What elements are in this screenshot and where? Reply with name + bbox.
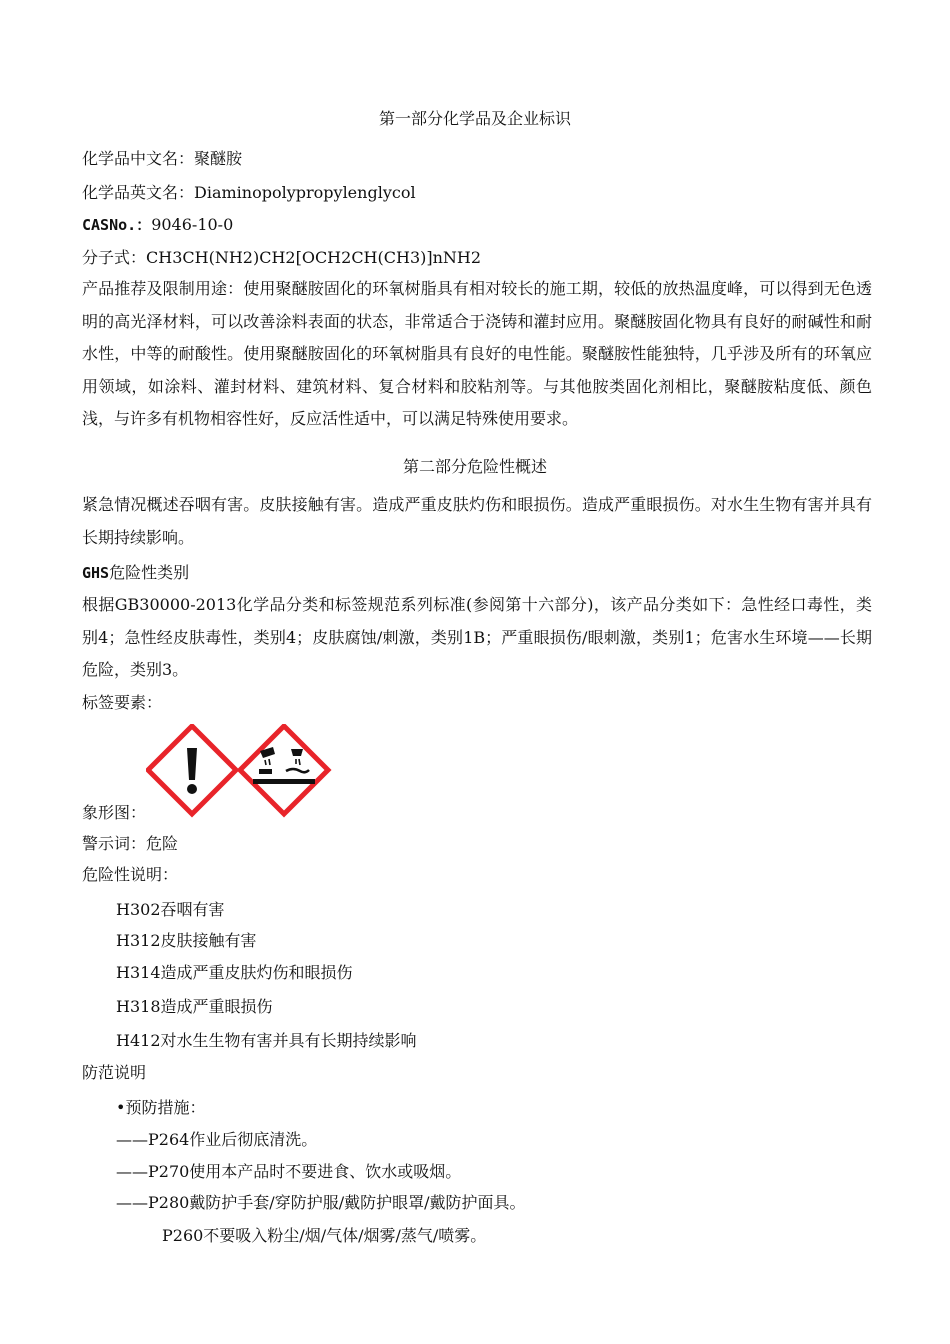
cn-name-row (82, 148, 242, 170)
p260-statement: P260不要吸入粉尘/烟/气体/烟雾/蒸气/喷雾。 (162, 1226, 487, 1245)
usage-paragraph: 产品推荐及限制用途：使用聚醚胺固化的环氧树脂具有相对较长的施工期，较低的放热温度峰，可以得到无色透明的高光泽材料，可以改善涂料表面的状态，非常适合于浇铸和灌封应用。聚醚胺固化物具有良好的耐碱性和耐水性，中等的耐酸性。使用聚醚胺固化的环氧树脂具有良好的电性能。聚醚胺性能独特，几乎涉及所有的环氧应用领域，如涂料、灌封材料、建筑材料、复合材料和胶粘剂等。与其他胺类固化剂相比，聚醚胺粘度低、颜色浅，与许多有机物相容性好，反应活性适中，可以满足特殊使用要求。 (82, 279, 872, 429)
cn-name-label: 化学品中文名： (82, 149, 195, 168)
en-name-row (82, 182, 416, 204)
hazard-statement: H314造成严重皮肤灼伤和眼损伤 (116, 963, 353, 982)
emergency-paragraph: 紧急情况概述吞咽有害。皮肤接触有害。造成严重皮肤灼伤和眼损伤。造成严重眼损伤。对水生生物有害并具有长期持续影响。 (82, 495, 872, 547)
signal-word: 警示词：危险 (82, 834, 179, 853)
ghs-label: 危险性类别 (109, 563, 190, 582)
hazard-statement: H412对水生生物有害并具有长期持续影响 (116, 1031, 417, 1050)
ghs-row (82, 562, 189, 584)
cas-label: CASNo.： (82, 216, 152, 234)
prevention-label: •预防措施： (116, 1098, 206, 1117)
hazard-statement: H318造成严重眼损伤 (116, 997, 273, 1016)
en-name-label: 化学品英文名： (82, 183, 195, 202)
formula-row (82, 247, 481, 269)
hazard-statements-label: 危险性说明： (82, 865, 179, 884)
cas-row (82, 214, 233, 236)
ghs-prefix: GHS (82, 564, 110, 582)
section2-title: 第二部分危险性概述 (402, 457, 547, 476)
prevention-item: ——P270使用本产品时不要进食、饮水或吸烟。 (116, 1162, 462, 1181)
formula-label: 分子式： (82, 248, 147, 267)
hazard-statement: H302吞咽有害 (116, 900, 225, 919)
classification-paragraph: 根据GB30000-2013化学品分类和标签规范系列标准(参阅第十六部分)，该产品分类如下：急性经口毒性，类别4；急性经皮肤毒性，类别4；皮肤腐蚀/刺激，类别1B；严重眼损伤/眼刺激，类别1；危害水生环境——长期危险，类别3。 (82, 595, 872, 680)
ghs-pictograms (146, 724, 332, 820)
pictogram-svg (146, 724, 332, 820)
hazard-statement: H312皮肤接触有害 (116, 931, 257, 950)
section1-title: 第一部分化学品及企业标识 (378, 109, 571, 128)
cas-value: 9046-10-0 (151, 215, 234, 234)
prevention-item: ——P280戴防护手套/穿防护服/戴防护眼罩/戴防护面具。 (116, 1193, 526, 1212)
prevention-item: ——P264作业后彻底清洗。 (116, 1130, 318, 1149)
corrosion-pictogram-icon (240, 726, 328, 814)
exclamation-mark-pictogram-icon (148, 726, 236, 814)
pictogram-label: 象形图： (82, 803, 147, 822)
precaution-label: 防范说明 (82, 1063, 147, 1082)
cn-name-value: 聚醚胺 (194, 149, 243, 168)
formula-value: CH3CH(NH2)CH2[OCH2CH(CH3)]nNH2 (146, 248, 482, 267)
label-elements: 标签要素： (82, 693, 163, 712)
en-name-value: Diaminopolypropylenglycol (194, 183, 416, 202)
